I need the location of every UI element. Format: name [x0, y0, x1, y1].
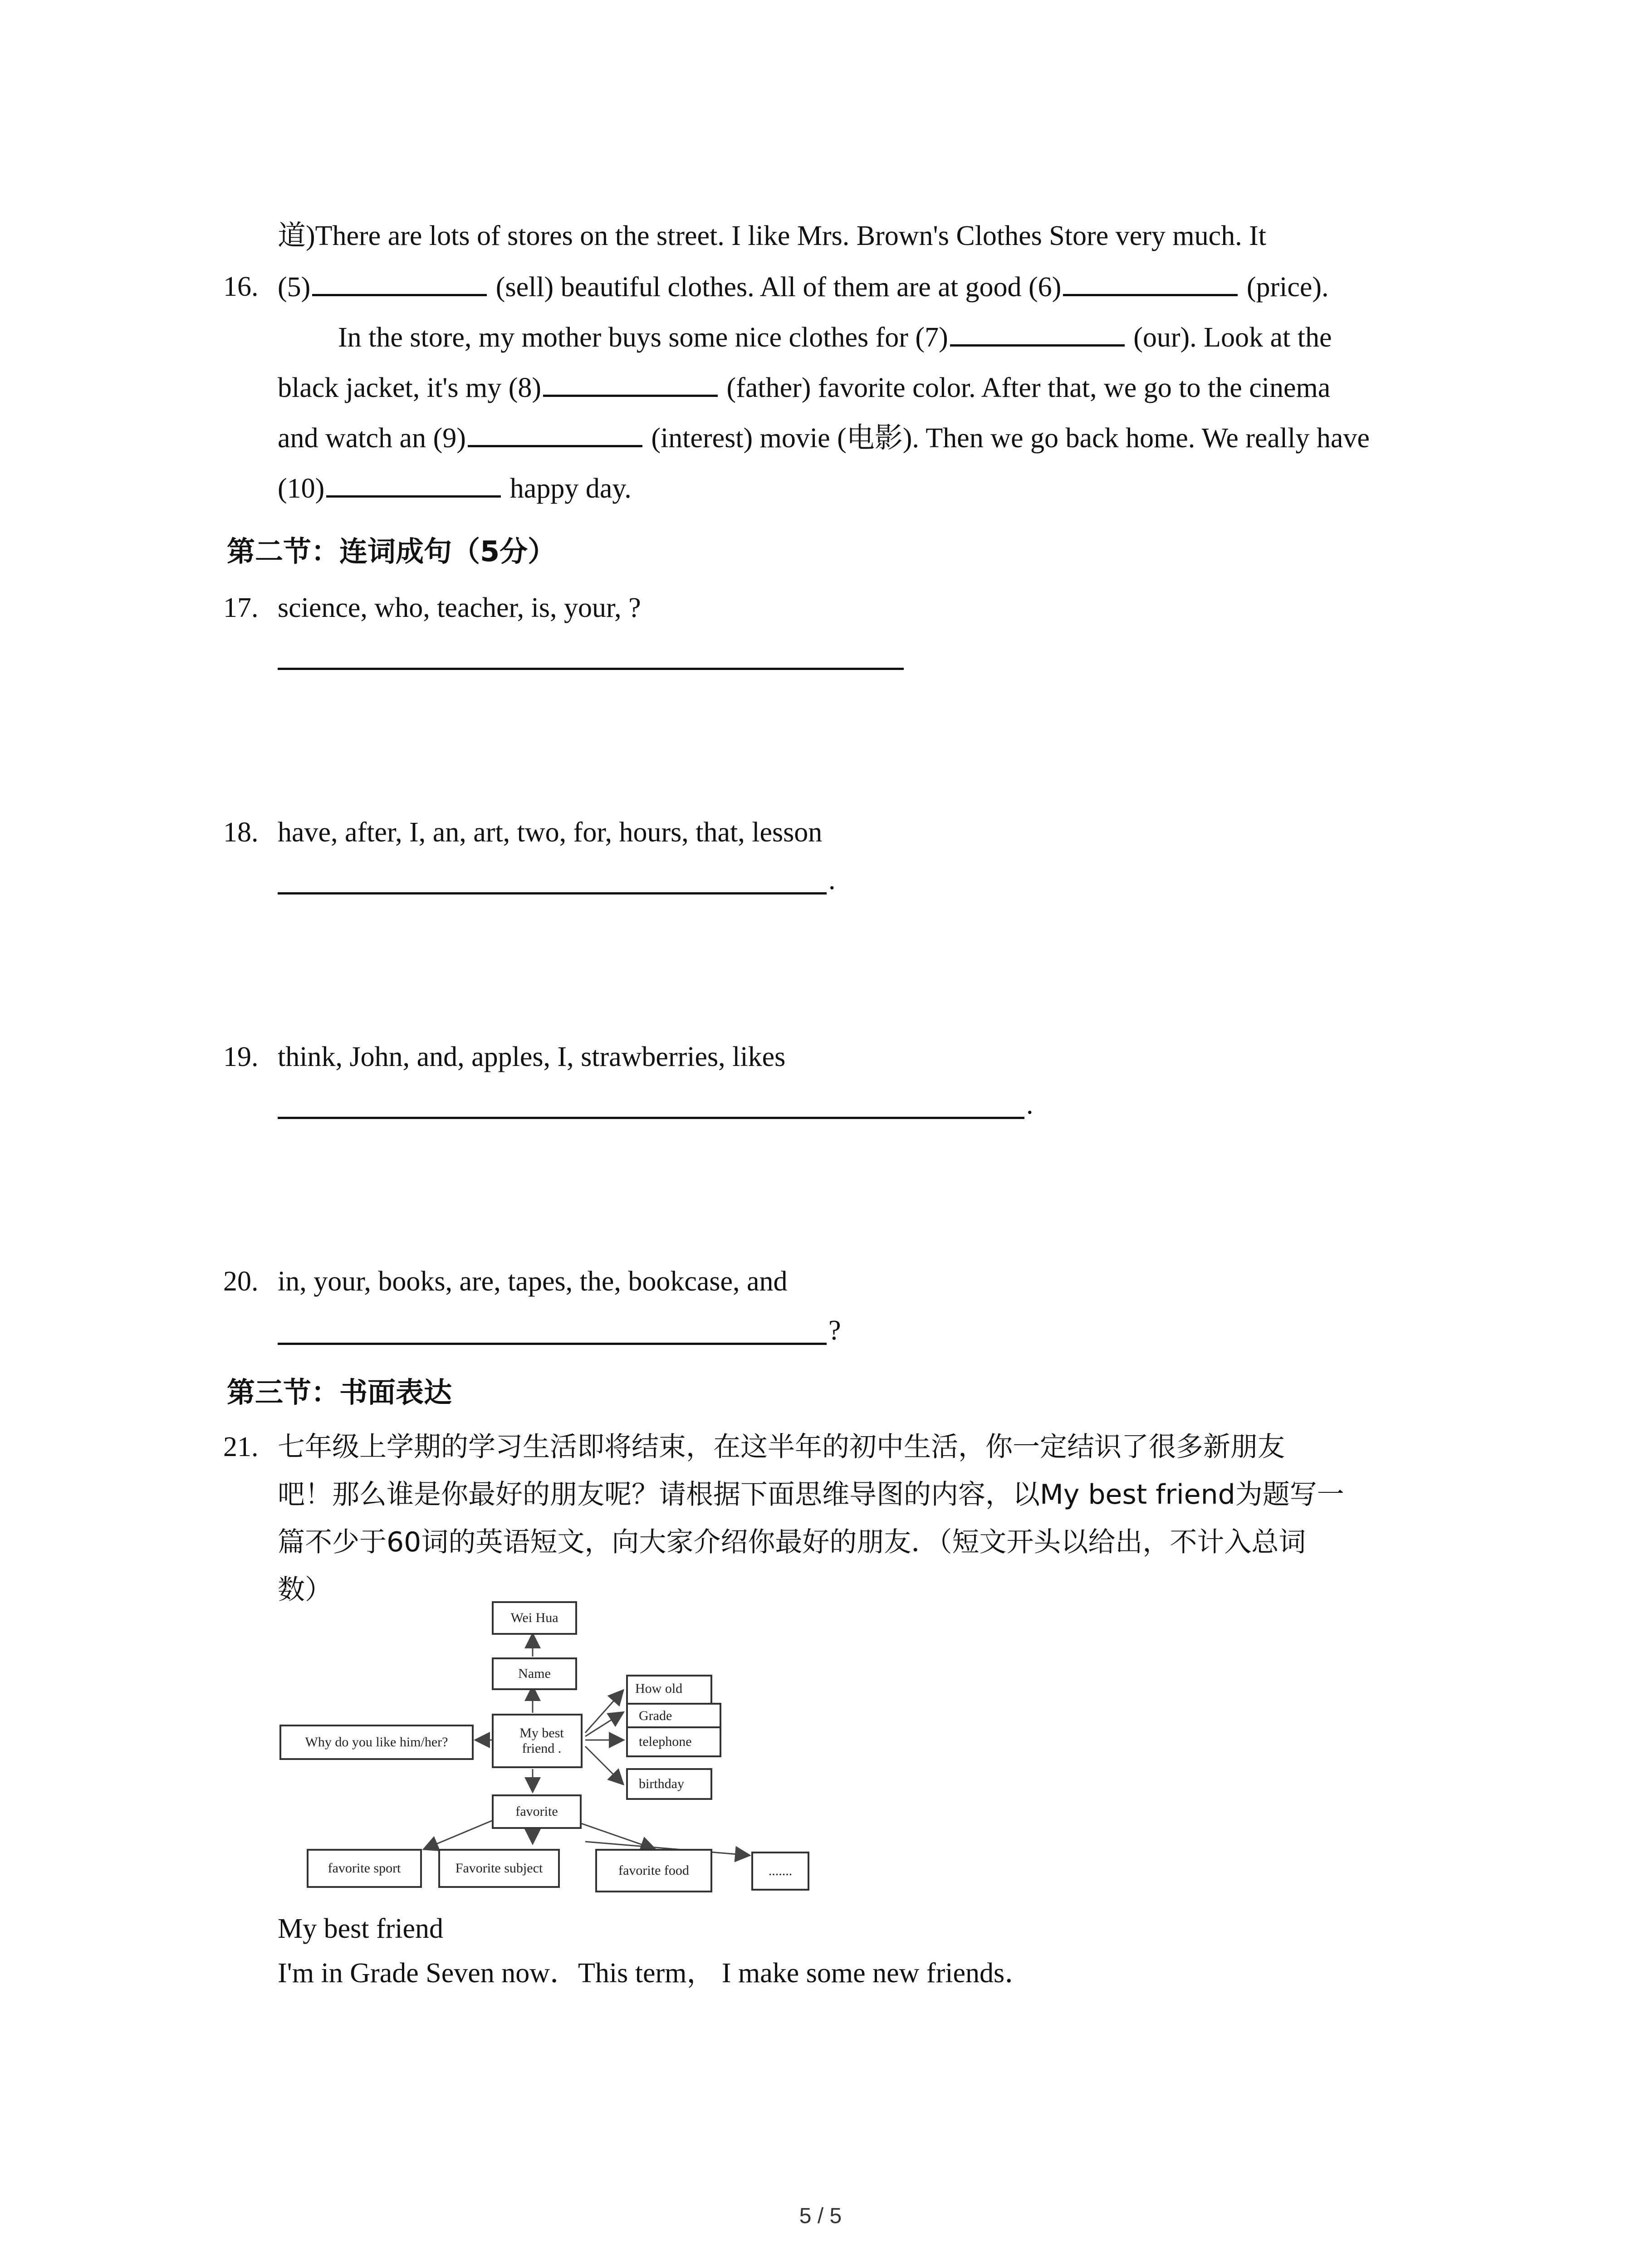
- answer-line-19[interactable]: [278, 1117, 1024, 1119]
- answer-line-17[interactable]: [278, 668, 904, 670]
- essay-title: My best friend: [278, 1913, 444, 1944]
- question-20-words: in, your, books, are, tapes, the, bookcase, and: [278, 1266, 788, 1297]
- question-number-16: 16.: [223, 271, 259, 302]
- question-17-words: science, who, teacher, is, your, ?: [278, 592, 641, 623]
- question-number-19: 19.: [223, 1041, 259, 1072]
- mindmap-more: .......: [751, 1852, 809, 1891]
- answer-blank-9[interactable]: [468, 420, 642, 447]
- mindmap-weihua: Wei Hua: [492, 1601, 577, 1635]
- mind-map: [272, 1597, 817, 1901]
- question-21-line-1: 七年级上学期的学习生活即将结束，在这半年的初中生活，你一定结识了很多新朋友: [278, 1431, 1285, 1463]
- mindmap-grade: Grade: [626, 1703, 721, 1729]
- question-21-line-2: 吧！那么谁是你最好的朋友呢？请根据下面思维导图的内容，以My best friend为题写一: [278, 1479, 1344, 1510]
- answer-line-18[interactable]: [278, 892, 827, 894]
- mindmap-fav-food: favorite food: [595, 1849, 712, 1892]
- mindmap-fav-sport: favorite sport: [307, 1849, 422, 1888]
- question-21-line-4: 数）: [278, 1574, 332, 1606]
- passage-line-3: In the store, my mother buys some nice clothes for (7) (our). Look at the: [338, 319, 1332, 356]
- answer-end-19: .: [1026, 1089, 1034, 1120]
- mindmap-fav-subject: Favorite subject: [438, 1849, 560, 1888]
- section3-heading: 第三节：书面表达: [227, 1376, 452, 1409]
- question-number-18: 18.: [223, 817, 259, 848]
- question-19-words: think, John, and, apples, I, strawberries, likes: [278, 1041, 786, 1072]
- section2-heading: 第二节：连词成句（5分）: [227, 535, 556, 568]
- answer-line-20[interactable]: [278, 1343, 827, 1345]
- question-18-words: have, after, I, an, art, two, for, hours, that, lesson: [278, 817, 823, 848]
- mindmap-why: Why do you like him/her?: [279, 1725, 474, 1760]
- answer-blank-8[interactable]: [543, 369, 718, 397]
- mindmap-favorite: favorite: [492, 1794, 582, 1829]
- question-number-21: 21.: [223, 1432, 259, 1462]
- question-number-17: 17.: [223, 592, 259, 623]
- answer-blank-7[interactable]: [950, 319, 1125, 347]
- mindmap-name: Name: [492, 1657, 577, 1690]
- question-number-20: 20.: [223, 1266, 259, 1297]
- answer-blank-10[interactable]: [326, 470, 501, 498]
- passage-line-6: (10) happy day.: [278, 470, 632, 507]
- mindmap-how-old: How old: [626, 1675, 712, 1713]
- passage-line-2: (5) (sell) beautiful clothes. All of them are at good (6) (price).: [278, 269, 1329, 305]
- answer-blank-6[interactable]: [1063, 269, 1238, 296]
- page-number: 5 / 5: [799, 2204, 842, 2228]
- answer-end-20: ?: [828, 1315, 841, 1346]
- passage-line-5: and watch an (9) (interest) movie (电影). Then we go back home. We really have: [278, 420, 1370, 456]
- mindmap-telephone: telephone: [626, 1726, 721, 1757]
- passage-line-4: black jacket, it's my (8) (father) favorite color. After that, we go to the cinema: [278, 369, 1330, 406]
- answer-blank-5[interactable]: [312, 269, 487, 296]
- answer-end-18: .: [828, 865, 836, 895]
- mindmap-birthday: birthday: [626, 1768, 712, 1800]
- question-21-line-3: 篇不少于60词的英语短文，向大家介绍你最好的朋友．（短文开头以给出，不计入总词: [278, 1526, 1306, 1558]
- essay-start: I'm in Grade Seven now．This term， I make some new friends．: [278, 1958, 1033, 1989]
- mindmap-center: My best friend .: [492, 1714, 583, 1768]
- passage-line-1: 道)There are lots of stores on the street. I like Mrs. Brown's Clothes Store very much. It: [278, 220, 1266, 251]
